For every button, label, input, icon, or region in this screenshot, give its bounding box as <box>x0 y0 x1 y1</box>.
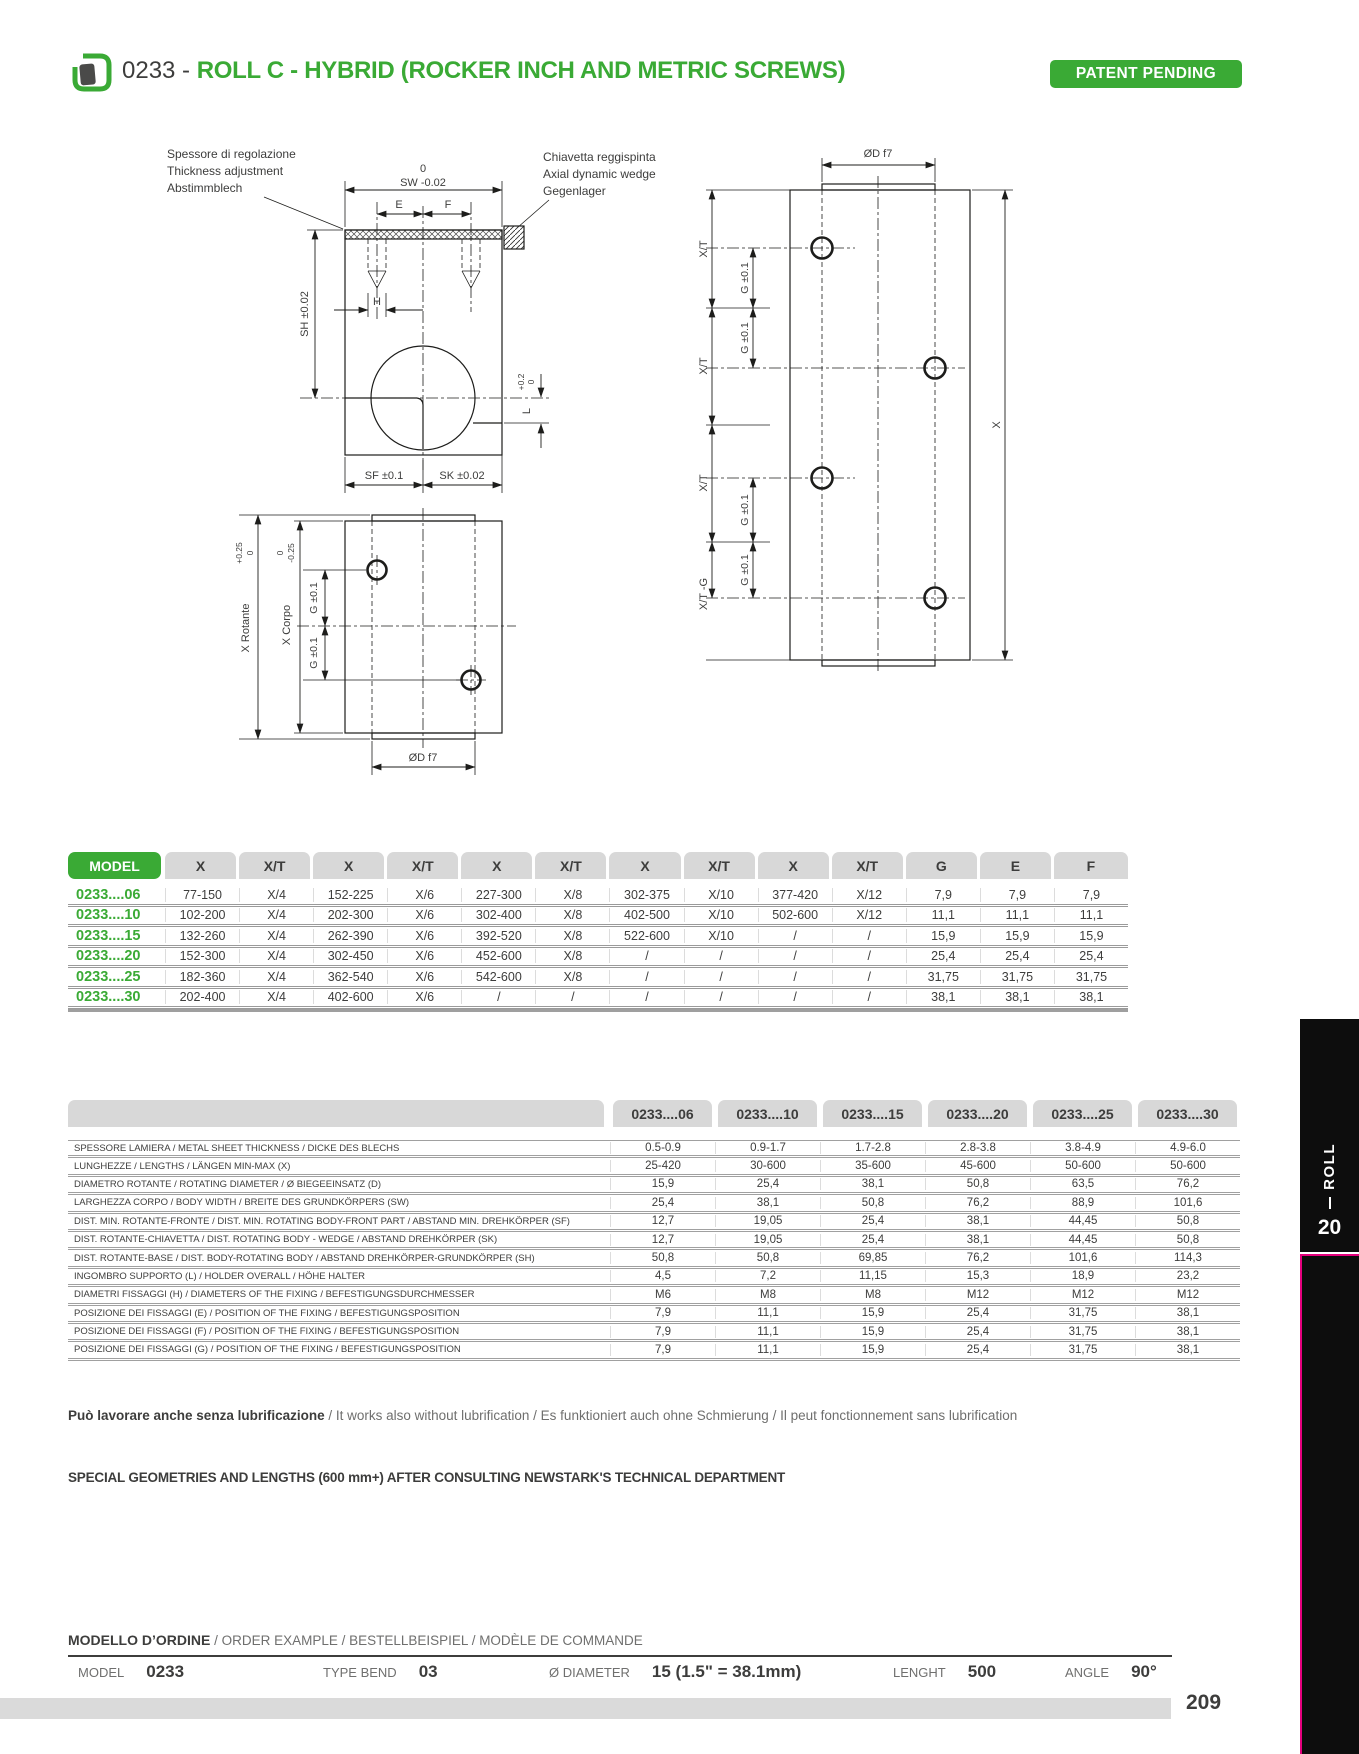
cell: 302-450 <box>313 949 387 963</box>
cell: 38,1 <box>925 1234 1030 1246</box>
order-field-value: 90° <box>1131 1662 1157 1681</box>
header-cell: X <box>461 852 532 879</box>
cell: M8 <box>715 1289 820 1301</box>
row-label: DIAMETRO ROTANTE / ROTATING DIAMETER / Ø BIEGEEINSATZ (D) <box>74 1178 382 1190</box>
cell: 152-225 <box>313 888 387 902</box>
side-view-drawing <box>234 508 516 775</box>
dim-f: F <box>444 199 452 211</box>
cell: 15,9 <box>610 1178 715 1190</box>
row-label: POSIZIONE DEI FISSAGGI (G) / POSITION OF THE FIXING / BEFESTIGUNGSPOSITION <box>74 1344 461 1356</box>
cell: 50,8 <box>715 1252 820 1264</box>
order-field-value: 0233 <box>146 1662 185 1681</box>
cell: 7,9 <box>610 1344 715 1356</box>
cell: 15,9 <box>1054 929 1128 943</box>
header-spacer <box>68 1100 604 1127</box>
model-range-table <box>68 852 1128 1012</box>
model-cell: 0233....10 <box>76 907 141 924</box>
cell: 76,2 <box>925 1252 1030 1264</box>
cell: 25-420 <box>610 1160 715 1172</box>
cell: / <box>684 990 758 1004</box>
cell: 76,2 <box>1135 1178 1240 1190</box>
dim-x-rotante: X Rotante <box>240 603 252 653</box>
header-cell: MODEL <box>68 852 161 879</box>
order-field <box>1065 1662 1157 1682</box>
cell: 25,4 <box>925 1307 1030 1319</box>
cell: 182-360 <box>165 970 239 984</box>
cell: 4,5 <box>610 1270 715 1282</box>
cell: 202-300 <box>313 908 387 922</box>
dim-x-rotante-tol-dn: 0 <box>245 550 255 556</box>
order-field <box>78 1662 184 1682</box>
cell: M12 <box>1030 1289 1135 1301</box>
cell: 35-600 <box>820 1160 925 1172</box>
dim-l-tol-up: +0.2 <box>516 373 526 391</box>
cell: 25,4 <box>925 1344 1030 1356</box>
dim-xt: X/T <box>698 474 710 492</box>
model-cell: 0233....25 <box>76 968 141 985</box>
cell: 402-500 <box>609 908 683 922</box>
cell: 15,3 <box>925 1270 1030 1282</box>
cell: / <box>832 990 906 1004</box>
cell: 50,8 <box>610 1252 715 1264</box>
cell: X/12 <box>832 888 906 902</box>
cell: 7,9 <box>906 888 980 902</box>
cell: X/8 <box>535 888 609 902</box>
cell: M12 <box>1135 1289 1240 1301</box>
special-geometries-note: SPECIAL GEOMETRIES AND LENGTHS (600 mm+) AFTER CONSULTING NEWSTARK'S TECHNICAL DEPARTMENT <box>68 1470 786 1485</box>
table-row <box>68 1232 1240 1250</box>
model-range-table-header <box>68 852 1128 879</box>
sidebar-lower-block <box>1300 1254 1359 1754</box>
cell: X/8 <box>535 970 609 984</box>
header-cell: X <box>609 852 680 879</box>
cell: 15,9 <box>980 929 1054 943</box>
cell: / <box>758 970 832 984</box>
cell: 7,2 <box>715 1270 820 1282</box>
dim-x-rotante-tol-up: +0.25 <box>234 542 244 564</box>
cell: X/8 <box>535 929 609 943</box>
cell: 101,6 <box>1030 1252 1135 1264</box>
dim-xt: X/T <box>698 357 710 375</box>
cell: 0.5-0.9 <box>610 1142 715 1154</box>
cell: 63,5 <box>1030 1178 1135 1190</box>
header-cell: X <box>758 852 829 879</box>
cell: / <box>535 990 609 1004</box>
order-field-value: 15 (1.5" = 38.1mm) <box>651 1662 802 1681</box>
cell: / <box>609 970 683 984</box>
dim-x: X <box>991 421 1003 429</box>
cell: 18,9 <box>1030 1270 1135 1282</box>
cell: 15,9 <box>906 929 980 943</box>
cell: 11,1 <box>715 1326 820 1338</box>
wedge-label: Axial dynamic wedge <box>543 167 656 181</box>
header-cell: 0233....30 <box>1138 1100 1237 1127</box>
lubrication-note-rest: / It works also without lubrification / Es funktioniert auch ohne Schmierung / Il peut fonctionnement sans lubrification <box>324 1408 1018 1423</box>
lubrication-note-bold: Può lavorare anche senza lubrificazione <box>68 1408 325 1423</box>
cell: 38,1 <box>1135 1326 1240 1338</box>
cell: / <box>832 949 906 963</box>
model-cell: 0233....06 <box>76 886 141 903</box>
cell: 114,3 <box>1135 1252 1240 1264</box>
dim-sh: SH ±0.02 <box>299 291 311 337</box>
dim-g-upper: G ±0.1 <box>308 582 320 614</box>
cell: / <box>684 970 758 984</box>
table-row <box>68 1250 1240 1268</box>
row-label: LARGHEZZA CORPO / BODY WIDTH / BREITE DES GRUNDKÖRPERS (SW) <box>74 1197 410 1209</box>
cell: 38,1 <box>925 1215 1030 1227</box>
order-field-label: Ø DIAMETER <box>549 1665 630 1680</box>
row-label: DIST. ROTANTE-BASE / DIST. BODY-ROTATING BODY / ABSTAND DREHKÖRPER-GRUNDKÖRPER (SH) <box>74 1252 535 1264</box>
table-row <box>68 989 1128 1010</box>
cell: 31,75 <box>1030 1344 1135 1356</box>
cell: 377-420 <box>758 888 832 902</box>
page-title <box>122 57 845 85</box>
cell: 11,1 <box>980 908 1054 922</box>
order-heading-rest: / ORDER EXAMPLE / BESTELLBEISPIEL / MODÈLE DE COMMANDE <box>210 1633 643 1648</box>
cell: 11,1 <box>715 1307 820 1319</box>
dim-g-lower: G ±0.1 <box>308 637 320 669</box>
header-cell: G <box>906 852 977 879</box>
sidebar-section-tab <box>1300 1019 1359 1252</box>
order-field <box>893 1662 996 1682</box>
cell: 11,15 <box>820 1270 925 1282</box>
dim-g: G ±0.1 <box>739 322 751 354</box>
header-cell: X <box>313 852 384 879</box>
cell: M6 <box>610 1289 715 1301</box>
table-row <box>68 1177 1240 1195</box>
cell: 31,75 <box>1030 1307 1135 1319</box>
cell: 44,45 <box>1030 1215 1135 1227</box>
cell: 2.8-3.8 <box>925 1142 1030 1154</box>
wedge-label: Chiavetta reggispinta <box>543 150 656 164</box>
cell: X/6 <box>387 949 461 963</box>
dim-x-corpo-tol-up: 0 <box>275 550 285 556</box>
cell: 7,9 <box>1054 888 1128 902</box>
cell: 11,1 <box>906 908 980 922</box>
cell: 25,4 <box>820 1215 925 1227</box>
cell: X/6 <box>387 929 461 943</box>
cell: X/8 <box>535 908 609 922</box>
cell: 132-260 <box>165 929 239 943</box>
cell: 7,9 <box>980 888 1054 902</box>
table-row <box>68 886 1128 907</box>
cell: 19,05 <box>715 1215 820 1227</box>
dim-h: H <box>373 296 381 308</box>
cell: 522-600 <box>609 929 683 943</box>
product-name: ROLL C - HYBRID (ROCKER INCH AND METRIC SCREWS) <box>196 57 846 84</box>
order-field-value: 500 <box>967 1662 997 1681</box>
sidebar-category-label: ROLL <box>1321 1143 1338 1190</box>
cell: 15,9 <box>820 1307 925 1319</box>
cell: 362-540 <box>313 970 387 984</box>
shim-label: Abstimmblech <box>167 181 243 195</box>
technical-drawings <box>60 120 1210 800</box>
cell: X/6 <box>387 970 461 984</box>
table-row <box>68 1214 1240 1232</box>
table-row <box>68 1342 1240 1360</box>
sidebar-separator <box>1329 1197 1331 1209</box>
table-row <box>68 968 1128 989</box>
dim-xt: X/T <box>698 240 710 258</box>
cell: 50,8 <box>925 1178 1030 1190</box>
cell: 45-600 <box>925 1160 1030 1172</box>
model-cell: 0233....20 <box>76 948 141 965</box>
order-example-row <box>68 1662 1172 1688</box>
order-field <box>549 1662 801 1682</box>
order-field-label: ANGLE <box>1065 1665 1110 1680</box>
cell: 31,75 <box>1054 970 1128 984</box>
product-code: 0233 - <box>122 57 197 84</box>
order-field-label: LENGHT <box>893 1665 946 1680</box>
cell: 88,9 <box>1030 1197 1135 1209</box>
cell: 25,4 <box>1054 949 1128 963</box>
header-cell: X/T <box>684 852 755 879</box>
specifications-table <box>68 1100 1240 1361</box>
cell: X/10 <box>684 908 758 922</box>
table-row <box>68 1287 1240 1305</box>
cell: 3.8-4.9 <box>1030 1142 1135 1154</box>
cell: 30-600 <box>715 1160 820 1172</box>
table-row <box>68 907 1128 928</box>
cell: 31,75 <box>1030 1326 1135 1338</box>
cell: X/6 <box>387 990 461 1004</box>
cell: X/4 <box>239 949 313 963</box>
front-view-drawing <box>167 147 656 493</box>
cell: X/12 <box>832 908 906 922</box>
dim-g: G ±0.1 <box>739 554 751 586</box>
cell: 0.9-1.7 <box>715 1142 820 1154</box>
cell: 38,1 <box>980 990 1054 1004</box>
cell: X/10 <box>684 888 758 902</box>
cell: X/4 <box>239 888 313 902</box>
cell: 50-600 <box>1135 1160 1240 1172</box>
dim-diameter: ØD f7 <box>408 752 438 764</box>
cell: X/8 <box>535 949 609 963</box>
model-cell: 0233....30 <box>76 989 141 1006</box>
row-label: LUNGHEZZE / LENGTHS / LÄNGEN MIN-MAX (X) <box>74 1160 291 1172</box>
table-row <box>68 1195 1240 1213</box>
cell: X/6 <box>387 888 461 902</box>
row-label: DIAMETRI FISSAGGI (H) / DIAMETERS OF THE FIXING / BEFESTIGUNGSDURCHMESSER <box>74 1289 475 1301</box>
cell: 44,45 <box>1030 1234 1135 1246</box>
dim-e: E <box>395 199 403 211</box>
cell: 38,1 <box>906 990 980 1004</box>
header-cell: X/T <box>387 852 458 879</box>
header-cell: X <box>165 852 236 879</box>
cell: 12,7 <box>610 1234 715 1246</box>
header-cell: F <box>1054 852 1128 879</box>
order-field-value: 03 <box>418 1662 438 1681</box>
cell: 25,4 <box>610 1197 715 1209</box>
dim-sw-tolerance: 0 <box>419 163 427 175</box>
cell: 4.9-6.0 <box>1135 1142 1240 1154</box>
dim-x-corpo-tol-dn: -0.25 <box>286 543 296 563</box>
cell: 11,1 <box>1054 908 1128 922</box>
cell: 38,1 <box>1054 990 1128 1004</box>
lubrication-note <box>68 1408 1017 1423</box>
order-field <box>323 1662 438 1682</box>
shim-label: Spessore di regolazione <box>167 147 296 161</box>
cell: / <box>609 949 683 963</box>
cell: 7,9 <box>610 1326 715 1338</box>
table-row <box>68 1306 1240 1324</box>
cell: 25,4 <box>925 1326 1030 1338</box>
row-label: SPESSORE LAMIERA / METAL SHEET THICKNESS / DICKE DES BLECHS <box>74 1142 400 1154</box>
order-field-label: MODEL <box>78 1665 125 1680</box>
cell: 262-390 <box>313 929 387 943</box>
cell: 25,4 <box>715 1178 820 1190</box>
cell: 452-600 <box>461 949 535 963</box>
cell: 76,2 <box>925 1197 1030 1209</box>
footer-bar <box>0 1698 1171 1719</box>
header-cell: X/T <box>832 852 903 879</box>
dim-sw: SW -0.02 <box>400 177 446 189</box>
cell: 101,6 <box>1135 1197 1240 1209</box>
cell: / <box>832 970 906 984</box>
header-cell: E <box>980 852 1051 879</box>
long-view-drawing <box>698 148 1013 674</box>
cell: 25,4 <box>906 949 980 963</box>
table-row <box>68 948 1128 969</box>
cell: / <box>832 929 906 943</box>
cell: 402-600 <box>313 990 387 1004</box>
cell: 502-600 <box>758 908 832 922</box>
header-cell: 0233....15 <box>823 1100 922 1127</box>
header-cell: 0233....25 <box>1033 1100 1132 1127</box>
row-label: POSIZIONE DEI FISSAGGI (F) / POSITION OF THE FIXING / BEFESTIGUNGSPOSITION <box>74 1326 460 1338</box>
dim-sk: SK ±0.02 <box>439 470 485 482</box>
dim-x-corpo: X Corpo <box>281 604 293 646</box>
order-heading-bold: MODELLO D’ORDINE <box>68 1632 211 1648</box>
cell: 69,85 <box>820 1252 925 1264</box>
dim-diameter: ØD f7 <box>863 148 893 160</box>
cell: 38,1 <box>1135 1344 1240 1356</box>
row-label: DIST. ROTANTE-CHIAVETTA / DIST. ROTATING BODY - WEDGE / ABSTAND DREHKÖRPER (SK) <box>74 1234 498 1246</box>
cell: 392-520 <box>461 929 535 943</box>
cell: 25,4 <box>820 1234 925 1246</box>
cell: 7,9 <box>610 1307 715 1319</box>
dim-l: L <box>521 407 533 415</box>
cell: 102-200 <box>165 908 239 922</box>
cell: 152-300 <box>165 949 239 963</box>
cell: / <box>684 949 758 963</box>
dim-xt-minus-g: X/T -G <box>698 577 710 611</box>
cell: 11,1 <box>715 1344 820 1356</box>
cell: X/4 <box>239 990 313 1004</box>
cell: X/4 <box>239 908 313 922</box>
header-cell: 0233....20 <box>928 1100 1027 1127</box>
dim-sf: SF ±0.1 <box>364 470 404 482</box>
model-range-table-body <box>68 886 1128 1012</box>
patent-pending-badge: PATENT PENDING <box>1050 60 1242 88</box>
row-label: INGOMBRO SUPPORTO (L) / HOLDER OVERALL / HÖHE HALTER <box>74 1270 366 1282</box>
cell: 25,4 <box>980 949 1054 963</box>
cell: 1.7-2.8 <box>820 1142 925 1154</box>
cell: 23,2 <box>1135 1270 1240 1282</box>
cell: / <box>758 929 832 943</box>
cell: 38,1 <box>820 1178 925 1190</box>
order-example-heading <box>68 1632 1172 1657</box>
cell: 50-600 <box>1030 1160 1135 1172</box>
cell: M8 <box>820 1289 925 1301</box>
cell: 38,1 <box>715 1197 820 1209</box>
dim-g: G ±0.1 <box>739 494 751 526</box>
cell: 50,8 <box>1135 1215 1240 1227</box>
cell: 302-400 <box>461 908 535 922</box>
cell: / <box>758 949 832 963</box>
shim-label: Thickness adjustment <box>167 164 284 178</box>
cell: 50,8 <box>1135 1234 1240 1246</box>
cell: X/6 <box>387 908 461 922</box>
roll-bend-icon <box>70 50 114 94</box>
cell: X/4 <box>239 970 313 984</box>
header-cell: X/T <box>535 852 606 879</box>
order-field-label: TYPE BEND <box>323 1665 397 1680</box>
header-cell: 0233....06 <box>613 1100 712 1127</box>
cell: 38,1 <box>1135 1307 1240 1319</box>
cell: 542-600 <box>461 970 535 984</box>
header-cell: 0233....10 <box>718 1100 817 1127</box>
wedge-label: Gegenlager <box>543 184 606 198</box>
cell: 15,9 <box>820 1344 925 1356</box>
cell: M12 <box>925 1289 1030 1301</box>
table-row <box>68 1158 1240 1176</box>
cell: 302-375 <box>609 888 683 902</box>
cell: / <box>461 990 535 1004</box>
table-row <box>68 1324 1240 1342</box>
cell: X/4 <box>239 929 313 943</box>
row-label: DIST. MIN. ROTANTE-FRONTE / DIST. MIN. ROTATING BODY-FRONT PART / ABSTAND MIN. DREHKÖRPER (SF) <box>74 1215 570 1227</box>
sidebar-chapter-number: 20 <box>1317 1216 1342 1239</box>
header-cell: X/T <box>239 852 310 879</box>
cell: 31,75 <box>980 970 1054 984</box>
cell: 31,75 <box>906 970 980 984</box>
table-row <box>68 1269 1240 1287</box>
page-number: 209 <box>1186 1691 1222 1714</box>
cell: 50,8 <box>820 1197 925 1209</box>
table-row <box>68 1140 1240 1158</box>
dim-l-tol-dn: 0 <box>526 379 536 385</box>
row-label: POSIZIONE DEI FISSAGGI (E) / POSITION OF THE FIXING / BEFESTIGUNGSPOSITION <box>74 1307 460 1319</box>
specifications-table-body <box>68 1140 1240 1361</box>
cell: / <box>609 990 683 1004</box>
cell: 12,7 <box>610 1215 715 1227</box>
cell: 15,9 <box>820 1326 925 1338</box>
table-row <box>68 927 1128 948</box>
dim-g: G ±0.1 <box>739 262 751 294</box>
cell: 202-400 <box>165 990 239 1004</box>
model-cell: 0233....15 <box>76 927 141 944</box>
cell: 19,05 <box>715 1234 820 1246</box>
specifications-table-header <box>68 1100 1240 1127</box>
cell: 77-150 <box>165 888 239 902</box>
cell: 227-300 <box>461 888 535 902</box>
cell: / <box>758 990 832 1004</box>
cell: X/10 <box>684 929 758 943</box>
